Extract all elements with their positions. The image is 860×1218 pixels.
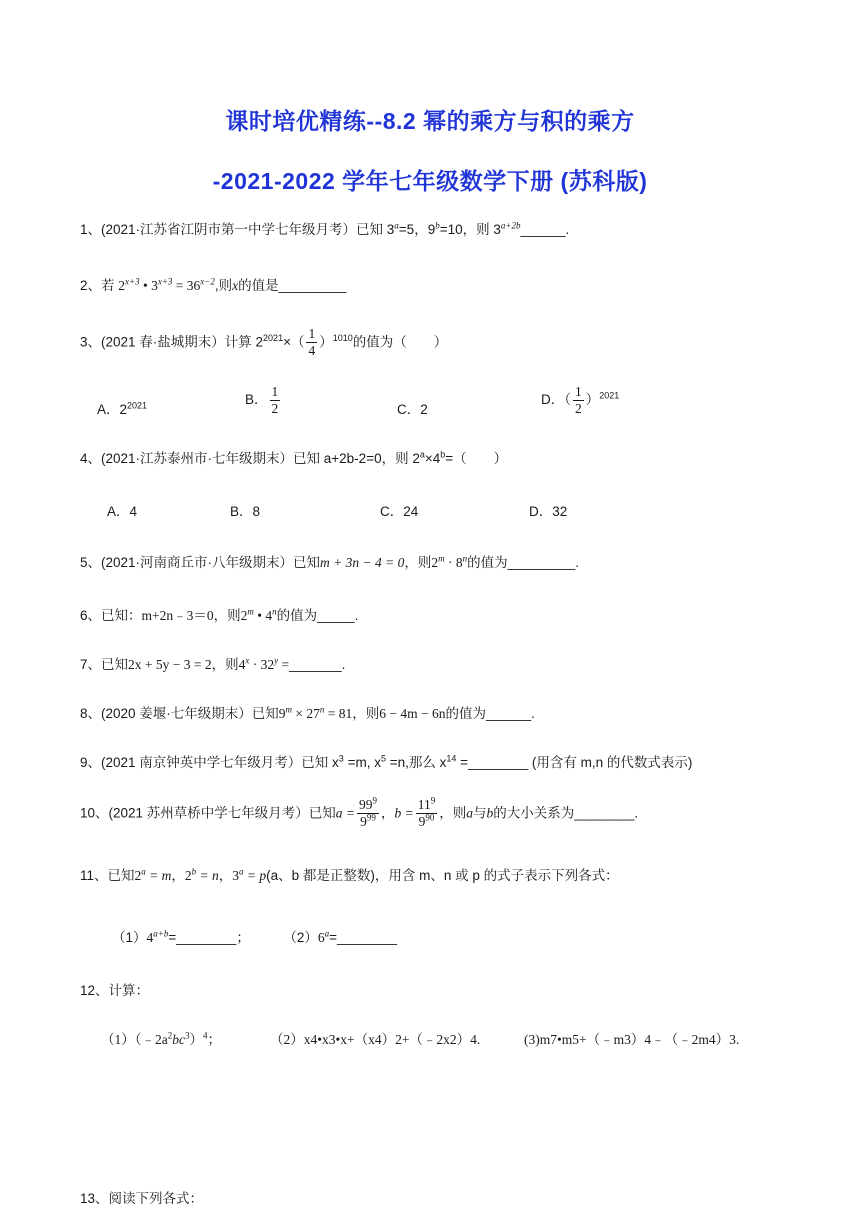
fraction-one-quarter: $\frac{1}{4}$ <box>308 326 316 359</box>
option-3b: B． $\frac{1}{2}$ <box>245 384 279 416</box>
option-3d: D．（ $\frac{1}{2}$ ）$^{2021}$ <box>541 384 620 416</box>
answer-blank: _______ <box>289 657 342 672</box>
question-11-parts: $(1)4^{a+b}=\_\_\_\_\_\_\_\_$； $(2)6^a=\_\_\_\_\_\_\_\_$ <box>112 928 398 945</box>
question-9: 9、(2021 南京钟英中学七年级月考）已知 $x^3 =m$, $x^5 =n$,那么 $x^{14}$ =________ (用含有 m,n 的代数式表示) <box>80 753 693 770</box>
question-10: 10、(2021 苏州草桥中学七年级月考）已知a = $\frac{99^9}{9^{99}}$ ，b = $\frac{11^9}{9^{90}}$ ，则a与b的大小关系为________. <box>80 795 639 830</box>
page-title-line1: 课时培优精练--8.2 幂的乘方与积的乘方 <box>225 108 635 134</box>
option-4c: C．24 <box>380 504 419 519</box>
page-title-line2: -2021-2022 学年七年级数学下册 (苏科版) <box>212 168 648 194</box>
question-12-part-3: (3)m7•m5+（﹣m3）4﹣（﹣2m4）3. <box>524 1032 740 1047</box>
answer-blank: ______ <box>520 222 566 237</box>
option-4b: B．8 <box>230 504 261 519</box>
question-12-part-1: $(1)(﹣2a^2bc^3)^4$； <box>101 1030 221 1047</box>
question-12: 12、计算： <box>80 983 150 998</box>
question-1: 1、(2021·江苏省江阴市第一中学七年级月考）已知 $3^a=5$，$9^b=10$，则 $3^{a+2b}\_\_\_\_\_\_$. <box>80 220 570 237</box>
fraction-b: $\frac{11^9}{9^{90}}$ <box>417 795 436 830</box>
fraction-a: $\frac{99^9}{9^{99}}$ <box>359 795 378 830</box>
question-4: 4、(2021·江苏泰州市·七年级期末）已知 a+2b-2=0，则 $2^a\times 4^b=$（ ） <box>80 449 508 466</box>
question-8: 8、(2020 姜堰·七年级期末）已知$9^m \times 27^n = 81$，则6 − 4m − 6n的值为______. <box>80 704 535 721</box>
answer-blank: _____ <box>317 608 355 623</box>
option-4d: D．32 <box>529 504 568 519</box>
option-4a: A．4 <box>107 504 138 519</box>
answer-blank: ________ <box>574 805 635 821</box>
answer-blank: ________ <box>337 930 398 945</box>
question-13: 13、阅读下列各式： <box>80 1191 204 1206</box>
question-2: 2、若 $2^{x+3}$ • $3^{x+3} = 36^{x-2}$,则x的值是_________ <box>80 276 347 293</box>
answer-blank: _________ <box>507 555 576 570</box>
answer-blank: ________ <box>468 755 529 770</box>
question-11: 11、已知$2^a = m$，$2^b = n$，$3^a = p(a$、b 都是正整数)，用含 m、n 或 p 的式子表示下列各式： <box>80 866 619 883</box>
question-7: 7、已知2x + 5y − 3 = 2，则$4^x \cdot 32^y$ =_______. <box>80 655 346 672</box>
option-3c: C．2 <box>397 402 428 417</box>
question-12-part-2: （2）x4•x3•x+（x4）2+（﹣2x2）4. <box>270 1032 481 1047</box>
question-5: 5、(2021·河南商丘市·八年级期末）已知m + 3n − 4 = 0，则$2^m \cdot 8^n$的值为_________. <box>80 553 579 570</box>
question-6: 6、已知：m+2n﹣3＝0，则2$^m$ • 4$^n$的值为_____. <box>80 606 359 623</box>
answer-blank: ______ <box>486 706 532 721</box>
answer-blank: ________ <box>176 930 237 945</box>
question-3: 3、(2021 春·盐城期末）计算 $2^{2021}\times$（ $\frac{1}{4}$ ）$^{1010}$的值为（ ） <box>80 326 448 359</box>
answer-blank: _________ <box>278 278 347 293</box>
option-3a: A．$2^{2021}$ <box>97 400 148 417</box>
